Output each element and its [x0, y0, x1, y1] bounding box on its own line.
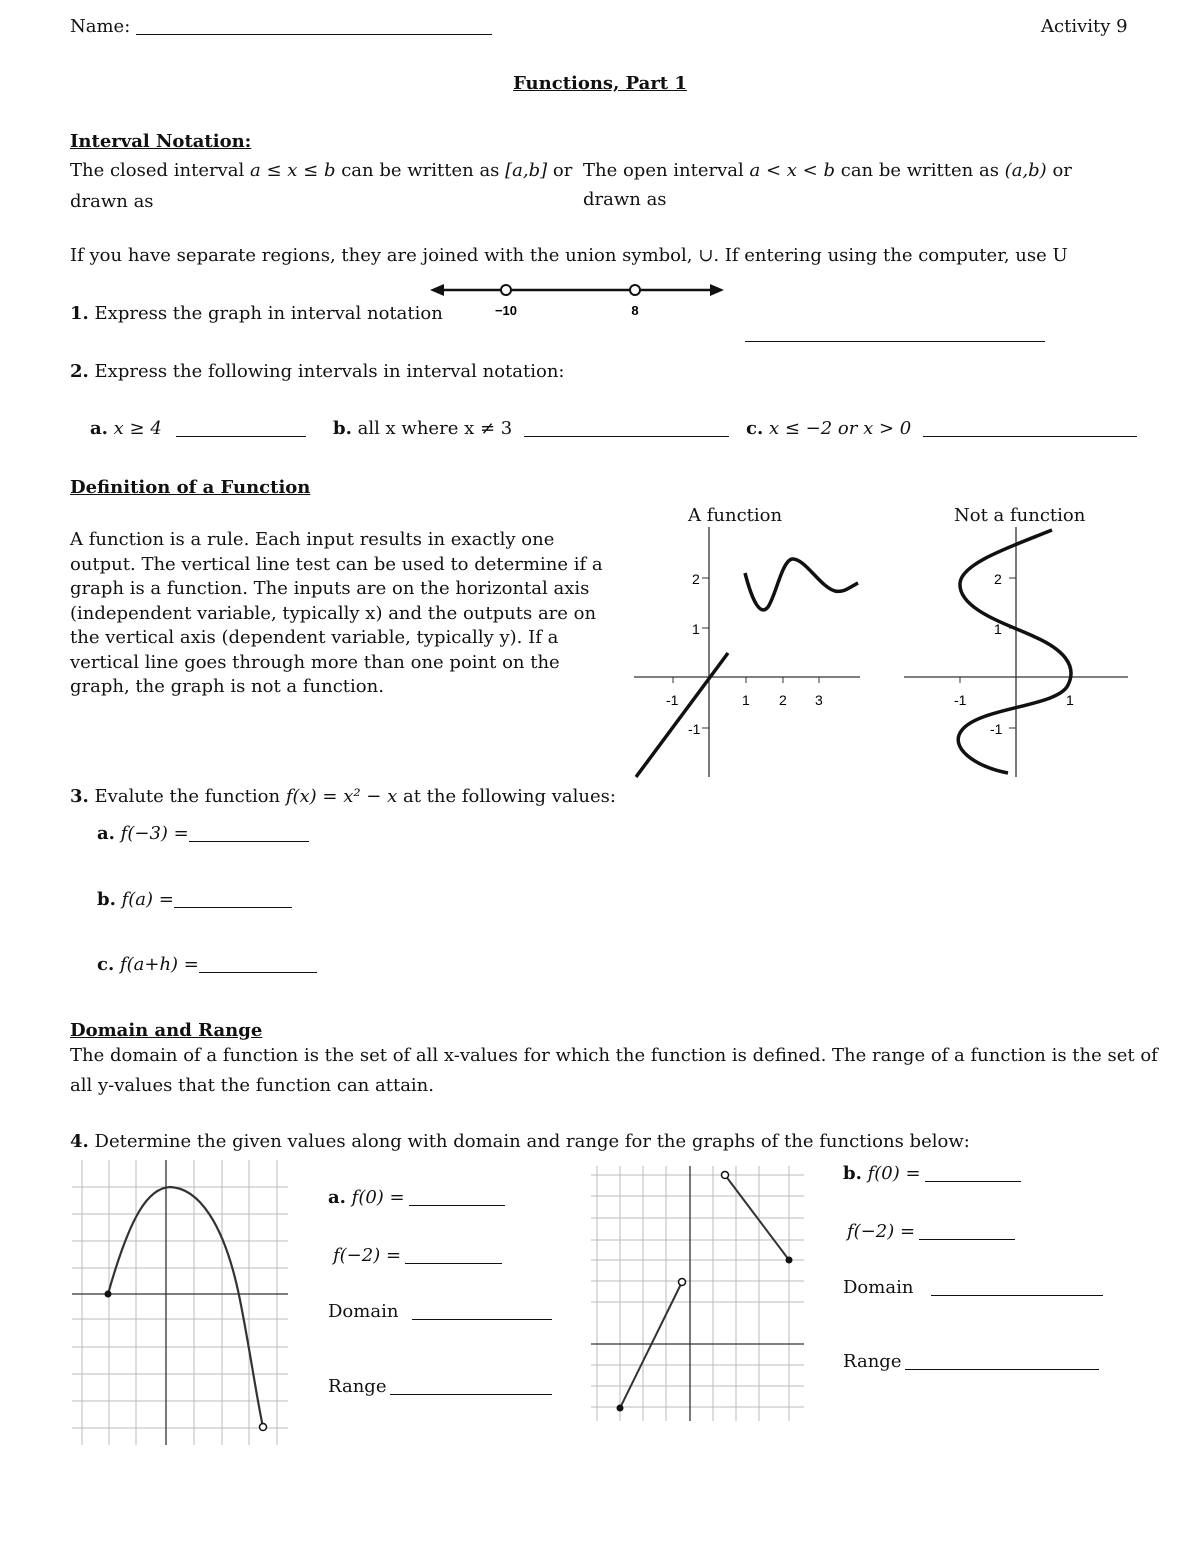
closed-drawn-as: drawn as — [70, 191, 154, 212]
line-curve — [636, 653, 728, 777]
q2-line: 2. Express the following intervals in interval notation: — [70, 361, 565, 382]
open-drawn-as: drawn as — [583, 189, 667, 210]
q3-line: 3. Evalute the function f(x) = x² − x at the following values: — [70, 786, 616, 807]
q3a: a. f(−3) = — [97, 823, 309, 844]
closed-point — [617, 1405, 624, 1412]
open-point — [679, 1279, 686, 1286]
svg-text:-1: -1 — [666, 692, 679, 708]
parabola-curve — [108, 1187, 263, 1427]
svg-text:1: 1 — [994, 621, 1002, 637]
left-arrow-icon — [430, 284, 444, 296]
function-graph — [630, 525, 865, 785]
tick-label: 8 — [631, 303, 639, 318]
q3c-answer-field[interactable] — [199, 971, 317, 973]
q4b-fneg2: f(−2) = — [847, 1221, 1015, 1242]
piecewise-graph — [591, 1166, 804, 1421]
name-row — [70, 16, 492, 37]
q1-answer-field[interactable] — [745, 323, 1045, 344]
q2a: a. x ≥ 4 — [90, 418, 306, 439]
domain-range-heading: Domain and Range — [70, 1020, 263, 1041]
q4a-domain: Domain — [328, 1301, 552, 1322]
q4a-domain-field[interactable] — [412, 1318, 552, 1320]
activity-label: Activity 9 — [1041, 16, 1128, 37]
q3a-answer-field[interactable] — [189, 840, 309, 842]
q4a-fneg2-field[interactable] — [405, 1262, 502, 1264]
q3c: c. f(a+h) = — [97, 954, 317, 975]
q2b-answer-field[interactable] — [524, 435, 729, 437]
q4a-fneg2: f(−2) = — [333, 1245, 502, 1266]
name-field[interactable] — [136, 33, 492, 35]
q4b-domain-field[interactable] — [931, 1294, 1103, 1296]
domain-range-line1: The domain of a function is the set of all x-values for which the function is defined. The range of a function is the set of — [70, 1045, 1158, 1066]
union-line: If you have separate regions, they are joined with the union symbol, ∪. If entering using the computer, use U — [70, 245, 1068, 266]
tick-label: −10 — [494, 303, 518, 318]
not-function-graph — [900, 525, 1135, 785]
open-point — [501, 285, 511, 295]
s-curve — [958, 530, 1071, 773]
q3b: b. f(a) = — [97, 889, 292, 910]
open-interval-line: The open interval a < x < b can be written as (a,b) or — [583, 160, 1072, 181]
q2c: c. x ≤ −2 or x > 0 — [746, 418, 1137, 439]
q4a-range: Range — [328, 1376, 552, 1397]
q4b-domain: Domain — [843, 1277, 1103, 1298]
q2b: b. all x where x ≠ 3 — [333, 418, 729, 439]
definition-paragraph: A function is a rule. Each input results in exactly one output. The vertical line test can be used to determine if a graph is a function. The inputs are on the horizontal axis (independent variable, typically x) and the outputs are on the vertical axis (dependent variable, typically y). If a vertical line goes through more than one point on the graph, the graph is not a function. — [70, 529, 603, 697]
svg-text:-1: -1 — [990, 721, 1003, 737]
q4-line: 4. Determine the given values along with domain and range for the graphs of the functions below: — [70, 1131, 970, 1152]
q4b-f0: b. f(0) = — [843, 1163, 1021, 1184]
closed-point — [786, 1257, 793, 1264]
name-label: Name: — [70, 16, 131, 37]
svg-text:1: 1 — [1066, 692, 1074, 708]
number-line — [428, 278, 728, 320]
q2a-answer-field[interactable] — [176, 435, 306, 437]
definition-heading: Definition of a Function — [70, 477, 311, 498]
q4a-range-field[interactable] — [390, 1393, 552, 1395]
q4a-f0: a. f(0) = — [328, 1187, 505, 1208]
svg-text:1: 1 — [742, 692, 750, 708]
segment-1 — [620, 1282, 682, 1408]
graph2-title: Not a function — [954, 505, 1086, 526]
open-point — [722, 1172, 729, 1179]
svg-text:2: 2 — [692, 571, 700, 587]
q1-line: 1. Express the graph in interval notation — [70, 303, 443, 324]
right-arrow-icon — [710, 284, 724, 296]
graph1-title: A function — [688, 505, 783, 526]
svg-text:3: 3 — [815, 692, 823, 708]
svg-text:-1: -1 — [688, 721, 701, 737]
svg-text:1: 1 — [692, 621, 700, 637]
q4b-range: Range — [843, 1351, 1099, 1372]
q4b-fneg2-field[interactable] — [919, 1238, 1015, 1240]
open-point — [630, 285, 640, 295]
open-point — [260, 1424, 267, 1431]
svg-text:2: 2 — [779, 692, 787, 708]
q4b-range-field[interactable] — [905, 1368, 1099, 1370]
svg-text:-1: -1 — [954, 692, 967, 708]
svg-text:2: 2 — [994, 571, 1002, 587]
wave-curve — [745, 559, 858, 610]
q3b-answer-field[interactable] — [174, 906, 292, 908]
page-title: Functions, Part 1 — [513, 73, 687, 94]
closed-point — [105, 1291, 112, 1298]
interval-heading: Interval Notation: — [70, 131, 252, 152]
parabola-graph — [72, 1160, 288, 1445]
q4a-f0-field[interactable] — [409, 1204, 505, 1206]
q4b-f0-field[interactable] — [925, 1180, 1021, 1182]
domain-range-line2: all y-values that the function can attain. — [70, 1075, 434, 1096]
q2c-answer-field[interactable] — [923, 435, 1137, 437]
closed-interval-line: The closed interval a ≤ x ≤ b can be written as [a,b] or — [70, 160, 573, 181]
